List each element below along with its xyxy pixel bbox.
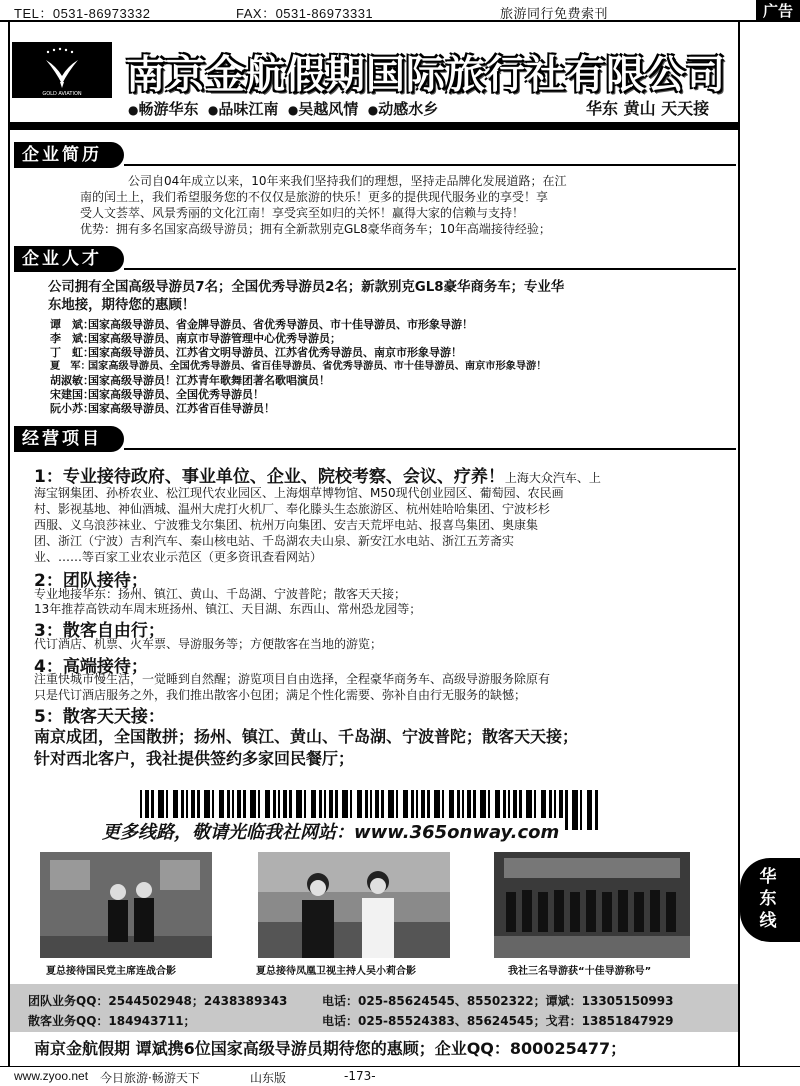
team-phone: 电话：025-85624545、85502322；谭斌：13305150993 <box>322 994 674 1008</box>
photo-caption-3: 我社三名导游获“十佳导游称号” <box>508 966 652 977</box>
team-qq: 团队业务QQ：2544502948；2438389343 <box>28 994 288 1008</box>
page-number: -173- <box>344 1069 376 1083</box>
section-title-intro: 企业简历 <box>14 142 124 168</box>
footer-edition: 山东版 <box>250 1071 287 1085</box>
side-tab-east-china: 华 东 线 <box>740 858 800 942</box>
contact-block <box>10 984 738 1032</box>
talent-lead-2: 东地接，期待您的惠顾！ <box>48 298 196 313</box>
intro-line-1: 公司自04年成立以来，10年来我们坚持我们的理想，坚持走品牌化发展道路；在江 <box>128 174 567 188</box>
photo-top-ten-guides <box>494 852 690 958</box>
photo-wu-xiaoli <box>258 852 450 958</box>
company-name: 南京金航假期国际旅行社有限公司 <box>126 54 727 97</box>
frame-left-rule <box>8 22 10 1067</box>
header-tel: TEL：0531-86973332 <box>14 6 151 21</box>
ad-badge: 广告 <box>756 0 800 22</box>
talent-row: 丁 虹：国家高级导游员、江苏省文明导游员、江苏省优秀导游员、南京市形象导游！ <box>50 346 462 359</box>
header-divider <box>8 122 740 130</box>
photo-caption-2: 夏总接待凤凰卫视主持人吴小莉合影 <box>256 966 416 977</box>
talent-row: 胡淑敏：国家高级导游员！江苏青年歌舞团著名歌唱演员！ <box>50 374 330 387</box>
photo-caption-1: 夏总接待国民党主席连战合影 <box>46 966 176 977</box>
slogan-1: 畅游华东 <box>138 100 199 118</box>
photo-lian-zhan <box>40 852 212 958</box>
talent-row: 宋建国：国家高级导游员、全国优秀导游员！ <box>50 388 264 401</box>
item-5-line: 南京成团，全国散拼；扬州、镇江、黄山、千岛湖、宁波普陀；散客天天接； <box>34 727 579 746</box>
item-4-line: 注重快城市慢生活，一觉睡到自然醒；游览项目自由选择，全程豪华商务车、高级导游服务除原有 <box>34 672 551 686</box>
slogan-4: 动感水乡 <box>378 100 439 118</box>
footer-slogan-small: 今日旅游·畅游天下 <box>100 1071 200 1085</box>
header-fax: FAX：0531-86973331 <box>236 6 374 21</box>
talent-row: 李 斌：国家高级导游员、南京市导游管理中心优秀导游员； <box>50 332 341 345</box>
talent-lead-1: 公司拥有全国高级导游员7名；全国优秀导游员2名；新款别克GL8豪华商务车；专业华 <box>48 280 565 295</box>
fit-phone: 电话：025-85524383、85624545；戈君：13851847929 <box>322 1014 674 1028</box>
barcode-stripe <box>565 790 568 830</box>
item-1-line: 团、浙江（宁波）吉利汽车、秦山核电站、千岛湖农夫山泉、新安江水电站、浙江五芳斋实 <box>34 534 515 548</box>
item-2-line: 13年推荐高铁动车周末班扬州、镇江、天目湖、东西山、常州恐龙园等； <box>34 602 422 616</box>
item-1-heading: 1：专业接待政府、事业单位、企业、院校考察、会议、疗养！上海大众汽车、上 <box>34 467 601 487</box>
intro-line-4: 优势：拥有多名国家高级导游员；拥有全新款别克GL8豪华商务车；10年高端接待经验； <box>80 222 551 236</box>
fit-qq: 散客业务QQ：184943711； <box>28 1014 196 1028</box>
bottom-bar <box>0 1066 800 1086</box>
item-5-heading: 5：散客天天接： <box>34 707 165 727</box>
item-1-line: 西服、义乌浪莎袜业、宁波雅戈尔集团、杭州万向集团、安吉天荒坪电站、报喜鸟集团、奥康集 <box>34 518 539 532</box>
barcode-stripe <box>572 790 578 830</box>
header-index-note: 旅游同行免费索刊 <box>500 6 609 21</box>
crane-logo-icon <box>12 42 112 98</box>
item-3-line: 代订酒店、机票、火车票、导游服务等；方便散客在当地的游览； <box>34 637 383 651</box>
item-1-line: 村、影视基地、神仙酒城、温州大虎打火机厂、奉化滕头生态旅游区、杭州娃哈哈集团、宁波杉杉 <box>34 502 551 516</box>
talent-row: 夏 军：国家高级导游员、全国优秀导游员、省百佳导游员、省优秀导游员、市十佳导游员、南京市形象导游！ <box>50 361 547 372</box>
company-logo <box>12 42 112 98</box>
intro-line-2: 南的闰土上，我们希望服务您的不仅仅是旅游的快乐！更多的提供现代服务业的享受！享 <box>80 190 549 204</box>
footer-slogan: 南京金航假期 谭斌携6位国家高级导游员期待您的惠顾；企业QQ：800025477； <box>34 1039 627 1058</box>
item-4-heading: 4：高端接待； <box>34 657 148 677</box>
section-title-talent: 企业人才 <box>14 246 124 272</box>
talent-row: 谭 斌：国家高级导游员、省金牌导游员、省优秀导游员、市十佳导游员、市形象导游！ <box>50 318 473 331</box>
barcode-stripe <box>580 790 582 830</box>
barcode-stripe <box>595 790 598 830</box>
item-4-line: 只是代订酒店服务之外，我们推出散客小包团；满足个性化需要、弥补自由行无服务的缺憾； <box>34 688 527 702</box>
talent-row: 阮小苏：国家高级导游员、江苏省百佳导游员！ <box>50 402 275 415</box>
footer-site: www.zyoo.net <box>14 1069 89 1083</box>
route-tag: 华东 黄山 天天接 <box>586 99 710 118</box>
item-1-line: 业、……等百家工业农业示范区（更多资讯查看网站） <box>34 550 323 564</box>
top-contact-bar <box>0 0 800 22</box>
slogan-row: ●畅游华东 ●品味江南 ●吴越风情 ●动感水乡 <box>128 100 439 118</box>
slogan-2: 品味江南 <box>218 100 279 118</box>
item-5-line: 针对西北客户，我社提供签约多家回民餐厅； <box>34 749 355 768</box>
intro-line-3: 受人文荟萃、风景秀丽的文化江南！享受宾至如归的关怀！赢得大家的信赖与支持！ <box>80 206 525 220</box>
slogan-3: 吴越风情 <box>298 100 359 118</box>
item-3-heading: 3：散客自由行； <box>34 621 165 641</box>
section-title-business: 经营项目 <box>14 426 124 452</box>
item-2-heading: 2：团队接待； <box>34 571 148 591</box>
website-banner: 更多线路，敬请光临我社网站：www.365onway.com <box>96 818 565 844</box>
item-1-line: 海宝钢集团、孙桥农业、松江现代农业园区、上海烟草博物馆、M50现代创业园区、葡萄园、农民画 <box>34 486 564 500</box>
logo-text: GOLD AVIATION <box>42 91 82 97</box>
item-2-line: 专业地接华东：扬州、镇江、黄山、千岛湖、宁波普陀；散客天天接； <box>34 587 407 601</box>
barcode-stripe <box>587 790 592 830</box>
